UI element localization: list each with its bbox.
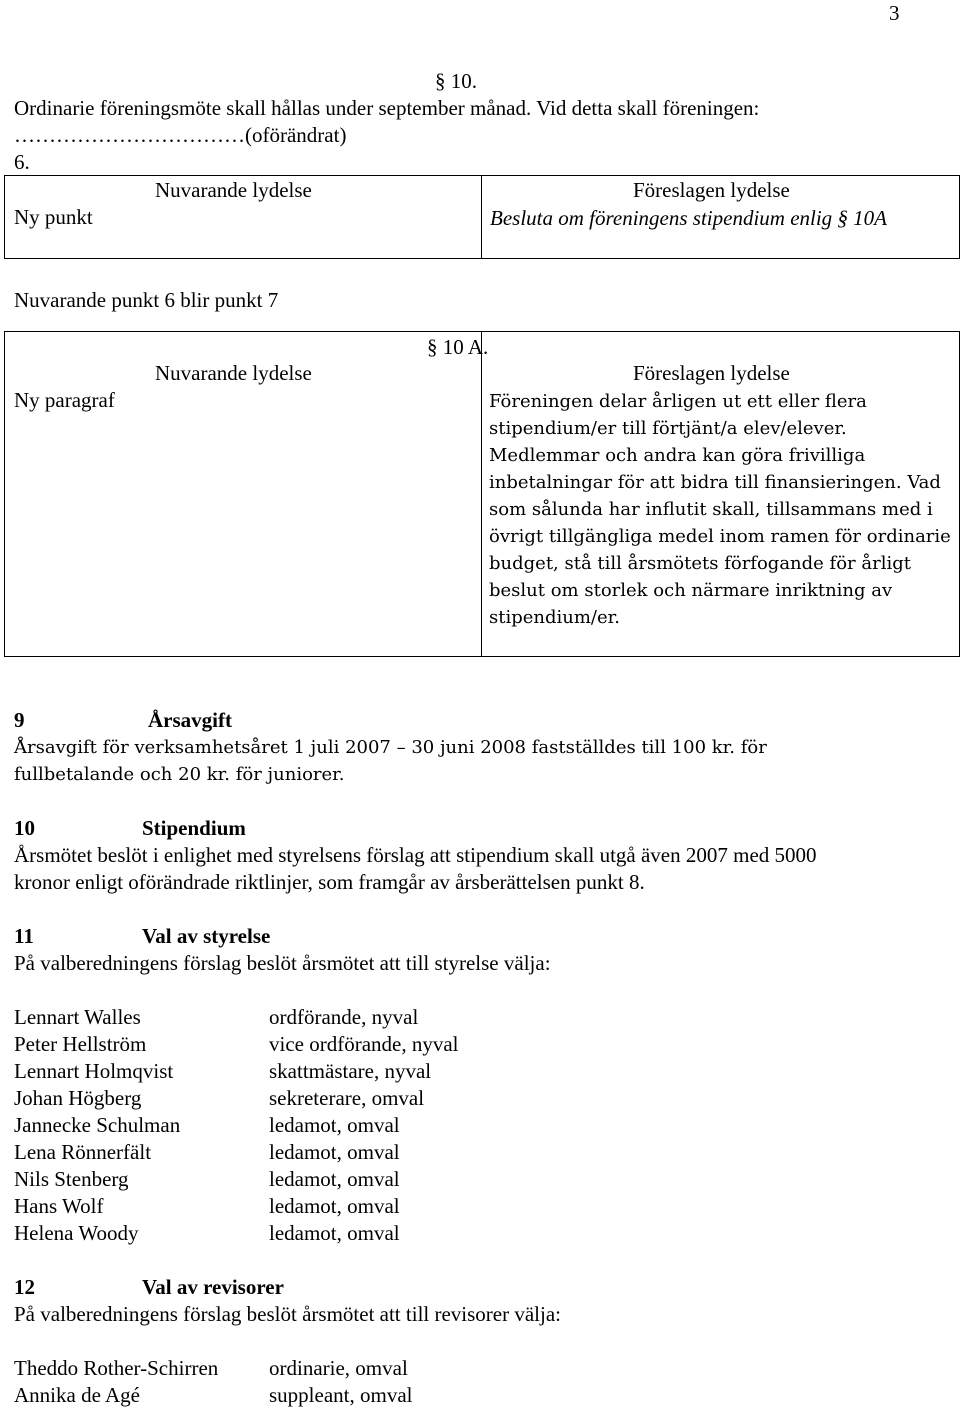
member-name: Jannecke Schulman [14,1113,181,1137]
item-text: Årsmötet beslöt i enlighet med styrelsens förslag att stipendium skall utgå även 2007 med 5000 kronor enligt oförändrade riktlinjer, som framgår av årsberättelsen punkt 8. [14,843,817,894]
member-name: Lena Rönnerfält [14,1140,152,1164]
amendment-table-1 [4,175,960,259]
member-role: ordinarie, omval [269,1356,408,1380]
section-heading: § 10. [435,69,477,93]
item-number: 12 [14,1275,35,1299]
table-divider [481,176,482,258]
member-role: ledamot, omval [269,1221,400,1245]
amendment-table-2 [4,331,960,657]
item-title: Stipendium [142,816,246,840]
item-number: 9 [14,708,25,732]
row-proposed: Besluta om föreningens stipendium enlig § 10A [490,206,888,230]
member-role: vice ordförande, nyval [269,1032,459,1056]
member-role: ledamot, omval [269,1113,400,1137]
table-divider [481,332,482,656]
member-role: sekreterare, omval [269,1086,425,1110]
page-number: 3 [889,1,900,25]
header-proposed: Föreslagen lydelse [633,178,790,202]
paragraph-heading: § 10 A. [427,335,489,359]
item-title: Årsavgift [148,708,232,732]
item-number: 10 [14,816,35,840]
note-text: Nuvarande punkt 6 blir punkt 7 [14,288,279,312]
member-name: Lennart Walles [14,1005,141,1029]
item-intro: På valberedningens förslag beslöt årsmötet att till styrelse välja: [14,951,551,975]
section-text-item: 6. [14,150,30,174]
member-name: Peter Hellström [14,1032,147,1056]
item-title: Val av revisorer [142,1275,284,1299]
section-text: Ordinarie föreningsmöte skall hållas under september månad. Vid detta skall föreningen: [14,96,760,120]
header-current: Nuvarande lydelse [155,361,312,385]
member-name: Nils Stenberg [14,1167,129,1191]
member-name: Theddo Rother-Schirren [14,1356,219,1380]
member-role: ledamot, omval [269,1194,400,1218]
section-text-unchanged: ……………………………(oförändrat) [14,123,347,147]
member-name: Helena Woody [14,1221,139,1245]
row-label: Ny paragraf [14,388,115,412]
member-name: Lennart Holmqvist [14,1059,174,1083]
member-role: ledamot, omval [269,1140,400,1164]
member-name: Hans Wolf [14,1194,104,1218]
member-name: Annika de Agé [14,1383,140,1407]
member-role: suppleant, omval [269,1383,413,1407]
item-number: 11 [14,924,34,948]
member-role: skattmästare, nyval [269,1059,432,1083]
item-title: Val av styrelse [142,924,271,948]
item-intro: På valberedningens förslag beslöt årsmötet att till revisorer välja: [14,1302,562,1326]
row-label: Ny punkt [14,205,93,229]
header-current: Nuvarande lydelse [155,178,312,202]
item-text: Årsavgift för verksamhetsåret 1 juli 2007 – 30 juni 2008 fastställdes till 100 kr. för fullbetalande och 20 kr. för juniorer. [14,737,767,785]
header-proposed: Föreslagen lydelse [633,361,790,385]
member-role: ledamot, omval [269,1167,400,1191]
member-name: Johan Högberg [14,1086,142,1110]
member-role: ordförande, nyval [269,1005,419,1029]
row-proposed: Föreningen delar årligen ut ett eller flera stipendium/er till förtjänt/a elev/elever. Medlemmar och andra kan göra frivilliga inbetalningar för att bidra till finansieringen. Vad som sålunda har influtit skall, tillsammans med i övrigt tillgängliga medel inom ramen för ordinarie budget, stå till årsmötets förfogande för årligt beslut om storlek och närmare inriktning av stipendium/er. [489,391,951,628]
